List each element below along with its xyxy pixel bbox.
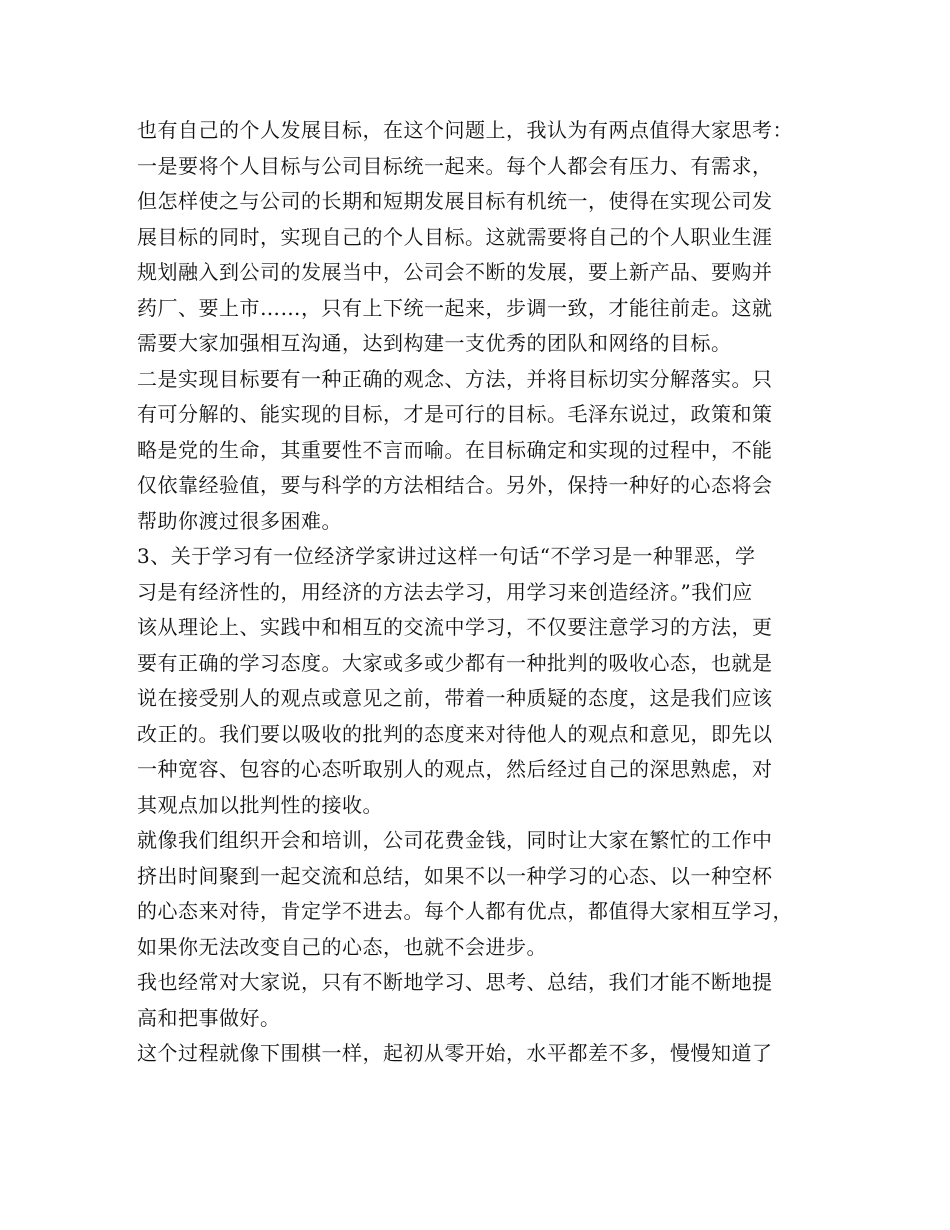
text-line: 我也经常对大家说，只有不断地学习、思考、总结，我们才能不断地提 [137,970,773,994]
text-line: 药厂、要上市……，只有上下统一起来，步调一致，才能往前走。这就 [137,295,773,320]
text-line: 高和把事做好。 [137,1005,281,1030]
text-line: 3、关于学习有一位经济学家讲过这样一句话“不学习是一种罪恶，学 [137,544,756,568]
text-line: 要有正确的学习态度。大家或多或少都有一种批判的吸收心态，也就是 [137,650,773,675]
text-line: 习是有经济性的，用经济的方法去学习，用学习来创造经济。”我们应 [137,579,753,604]
text-line: 挤出时间聚到一起交流和总结，如果不以一种学习的心态、以一种空杯 [137,863,773,888]
text-line: 规划融入到公司的发展当中，公司会不断的发展，要上新产品、要购并 [137,260,773,284]
text-line: 一是要将个人目标与公司目标统一起来。每个人都会有压力、有需求， [137,153,773,178]
text-line: 仅依靠经验值，要与科学的方法相结合。另外，保持一种好的心态将会 [137,473,773,497]
text-line: 也有自己的个人发展目标，在这个问题上，我认为有两点值得大家思考： [137,118,793,142]
text-line: 如果你无法改变自己的心态，也就不会进步。 [137,934,547,959]
text-line: 一种宽容、包容的心态听取别人的观点，然后经过自己的深思熟虑，对 [137,757,773,781]
text-line: 其观点加以批判性的接收。 [137,792,383,817]
text-line: 改正的。我们要以吸收的批判的态度来对待他人的观点和意见，即先以 [137,721,773,746]
body-text [137,113,837,1072]
text-line: 需要大家加强相互沟通，达到构建一支优秀的团队和网络的目标。 [137,331,732,355]
text-line: 该从理论上、实践中和相互的交流中学习，不仅要注意学习的方法，更 [137,615,773,639]
text-line: 展目标的同时，实现自己的个人目标。这就需要将自己的个人职业生涯 [137,224,773,249]
text-line: 略是党的生命，其重要性不言而喻。在目标确定和实现的过程中，不能 [137,437,773,462]
text-line: 这个过程就像下围棋一样，起初从零开始，水平都差不多，慢慢知道了 [137,1041,773,1065]
text-line: 的心态来对待，肯定学不进去。每个人都有优点，都值得大家相互学习， [137,899,793,923]
text-line: 就像我们组织开会和培训，公司花费金钱，同时让大家在繁忙的工作中 [137,828,773,852]
text-line: 帮助你渡过很多困难。 [137,508,342,533]
text-line: 但怎样使之与公司的长期和短期发展目标有机统一，使得在实现公司发 [137,189,773,213]
text-line: 说在接受别人的观点或意见之前，带着一种质疑的态度，这是我们应该 [137,686,773,710]
text-line: 二是实现目标要有一种正确的观念、方法，并将目标切实分解落实。只 [137,366,773,391]
text-line: 有可分解的、能实现的目标，才是可行的目标。毛泽东说过，政策和策 [137,402,773,426]
